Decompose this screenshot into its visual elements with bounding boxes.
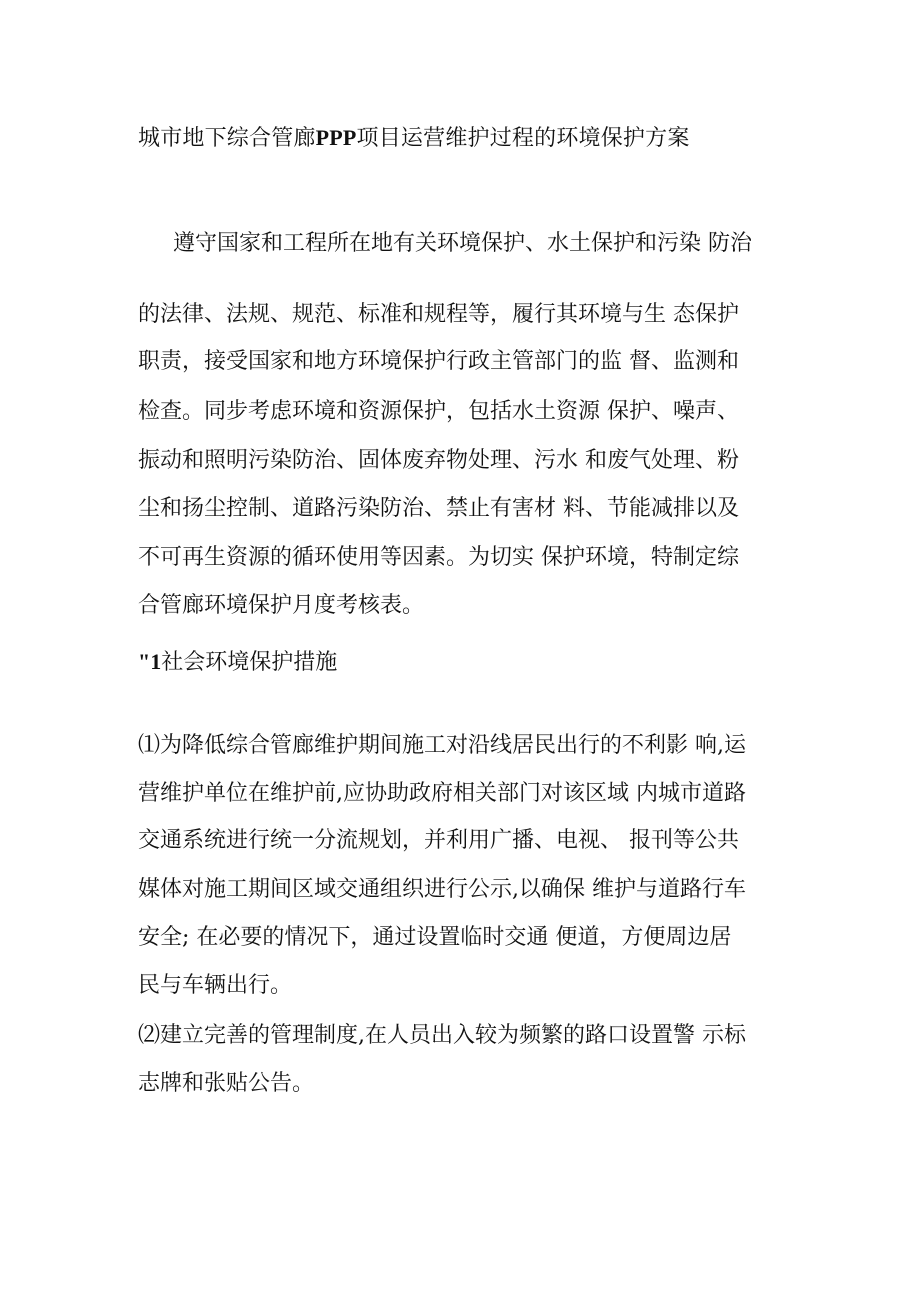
item2-line: ⑵建立完善的管理制度,在人员出入较为频繁的路口设置警 示标 [138,1023,746,1048]
title-suffix: 项目运营维护过程的环境保护方案 [356,126,690,151]
item1-line: 媒体对施工期间区域交通组织进行公示,以确保 维护与道路行车 [138,877,746,902]
intro-line: 检查。同步考虑环境和资源保护，包括水土资源 保护、噪声、 [138,399,739,424]
intro-line: 不可再生资源的循环使用等因素。为切实 保护环境，特制定综 [138,545,739,570]
intro-line: 遵守国家和工程所在地有关环境保护、水土保护和污染 防治 [173,231,752,256]
title-latin: PPP [315,125,357,150]
intro-line: 的法律、法规、规范、标准和规程等，履行其环境与生 态保护 [138,302,739,327]
intro-line: 振动和照明污染防治、固体废弃物处理、污水 和废气处理、粉 [138,448,739,473]
item1-line: 民与车辆出行。 [138,973,293,998]
section-heading [138,645,337,680]
section-heading-prefix: "1 [138,649,162,674]
item1-line: 营维护单位在维护前,应协助政府相关部门对该区域 内城市道路 [138,781,746,806]
section-heading-text: 社会环境保护措施 [161,650,338,675]
title-prefix: 城市地下综合管廊 [138,126,316,151]
item1-line: 交通系统进行统一分流规划，并利用广播、电视、 报刊等公共 [138,828,739,853]
intro-line: 职责，接受国家和地方环境保护行政主管部门的监 督、监测和 [138,349,739,374]
intro-line: 合管廊环境保护月度考核表。 [138,593,425,618]
item1-line: ⑴为降低综合管廊维护期间施工对沿线居民出行的不利影 响,运 [138,733,746,758]
document-title [138,121,690,156]
item2-line: 志牌和张贴公告。 [138,1071,315,1096]
intro-line: 尘和扬尘控制、道路污染防治、禁止有害材 料、节能减排以及 [138,496,739,521]
item1-line: 安全; 在必要的情况下，通过设置临时交通 便道，方便周边居 [138,925,732,950]
